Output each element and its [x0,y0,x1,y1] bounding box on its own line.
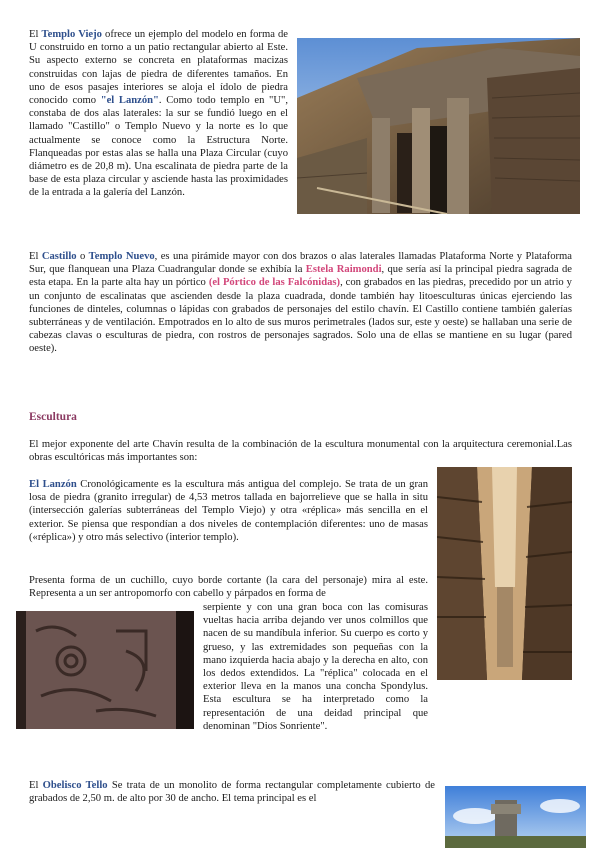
castillo-text-b: , que sería así la principal piedra sagrada de esta etapa. En la parte alta hay un pórtico [29,264,573,289]
castillo-o: o [76,251,89,262]
templo-nuevo-term: Templo Nuevo [88,251,155,262]
castillo-text-a: , es una pirámide mayor con dos brazos o alas laterales llamadas Plataforma Norte y Plataforma Sur, que flanquean una Plaza Cuadrangular donde se exhibía la [29,251,572,276]
obelisco-tello-term: Obelisco Tello [42,780,108,791]
castillo-text-c: , con grabados en las piedras, precedido por un atrio y un conjunto de escalinatas que ascienden desde la plaza cuadrada, donde también hay litoesculturas únicas ejerciendo las funciones de dinteles, columnas o lápidas con grabados de personajes del estilo chavín. El Castillo contiene también galerías subterráneas y de ventilación. Empotrados en lo alto de sus muros perimetrales (lados sur, este y oeste) se hallaban una serie de cabezas clavas o esculturas de piedra, con rostros de personajes sagrados. Solo una de ellas se mantiene en su lugar (pared oeste). [29,277,572,355]
portico-falconidas-term: (el Pórtico de las Falcónidas) [208,277,341,289]
templo-viejo-text-b: . Como todo templo en "U", constaba de dos alas laterales: la sur se fundió luego en el llamado "Castillo" o Templo Nuevo y la norte es lo que actualmente se conoce como la Estructura Norte. Flanqueadas por estas alas se halla una Plaza Circular (cuyo diámetro es de 20,8 m). Una escalinata de piedra parte de la base de esta plaza circular y asciende hasta las proximidades de la entrada a la galería del Lanzón. [29,95,288,199]
paragraph-escultura-intro: El mejor exponente del arte Chavín resulta de la combinación de la escultura monumental con la arquitectura ceremonial.Las obras escultóricas más importantes son: [29,439,572,464]
paragraph-lanzon-forma-a: Presenta forma de un cuchillo, cuyo borde cortante (la cara del personaje) mira al este. Representa a un ser antropomorfo con cabello y párpados en forma de [29,575,428,600]
el-lanzon-term: El Lanzón [29,479,77,490]
paragraph-el-lanzon [29,478,428,544]
obelisco-tello-text: Se trata de un monolito de forma rectangular completamente cubierto de grabados de 2,50 m. de alto por 30 de ancho. El tema principal es el [29,780,435,805]
templo-viejo-term: Templo Viejo [41,29,102,40]
paragraph-obelisco-tello [29,779,435,805]
estela-raimondi-term: Estela Raimondi [305,264,382,276]
lanzon-relief-photo [16,611,194,729]
paragraph-lanzon-forma-b: serpiente y con una gran boca con las comisuras vueltas hacia arriba dejando ver unos colmillos que nacen de su mandíbula inferior. Su cuerpo es corto y grueso, y las extremidades son pequeñas con la mano izquierda hacia abajo y la derecha en alto, con los dedos extendidos. La "réplica" colocada en el exterior lleva en la manos una concha Spondylus. Esta escultura se ha interpretado como la representación de una deidad principal que denominan "Dios Sonriente". [203,602,428,732]
lanzon-term: "el Lanzón" [100,95,159,107]
obelisco-tello-pre: El [29,780,43,791]
paragraph-castillo: El Castillo o Templo Nuevo, es una pirámide mayor con dos brazos o alas laterales llamadas Plataforma Norte y Plataforma Sur, que flanquean una Plaza Cuadrangular donde se exhibía la Estela Raimondi, que sería así la principal piedra sagrada de esta etapa. En la parte alta hay un pórtico (el Pórtico de las Falcónidas), con grabados en las piedras, precedido por un atrio y un conjunto de escalinatas que ascienden desde la plaza cuadrada, donde también hay litoesculturas únicas ejerciendo las funciones de dinteles, columnas o lápidas con grabados de personajes del estilo chavín. El Castillo contiene también galerías subterráneas y de ventilación. Empotrados en lo alto de sus muros perimetrales (lados sur, este y oeste) se hallaban una serie de cabezas clavas o esculturas de piedra, con rostros de personajes sagrados. Solo una de ellas se mantiene en su lugar (pared oeste). [29,251,573,355]
paragraph-templo-viejo: El Templo Viejo ofrece un ejemplo del modelo en forma de U construido en torno a un patio rectangular abierto al Este. Su aspecto externo se concreta en plataformas macizas construidas con lajas de piedra de diferentes tamaños. En uno de esos pasajes interiores se aloja el ídolo de piedra conocido como "el Lanzón". Como todo templo en "U", constaba de dos alas laterales: la sur se fundió luego en el llamado "Castillo" o Templo Nuevo y la norte es lo que actualmente se conoce como la Estructura Norte. Flanqueadas por estas alas se halla una Plaza Circular (cuyo diámetro es de 20,8 m). Una escalinata de piedra parte de la base de esta plaza circular y asciende hasta las proximidades de la entrada a la galería del Lanzón. [29,29,288,199]
section-heading-escultura: Escultura [29,411,77,423]
lanzon-gallery-photo [437,467,572,680]
templo-viejo-text-a: ofrece un ejemplo del modelo en forma de U construido en torno a un patio rectangular abierto al Este. Su aspecto externo se concreta en plataformas macizas construidas con lajas de piedra de diferentes tamaños. En uno de esos pasajes interiores se aloja el ídolo de piedra conocido como [29,29,288,107]
obelisco-tello-photo [445,786,586,848]
castillo-term: Castillo [41,251,77,262]
el-lanzon-text: Cronológicamente es la escultura más antigua del complejo. Se trata de un gran losa de piedra (granito irregular) de 4,53 metros tallada en bajorrelieve que se halla in situ (intersección galerías subterráneas del Templo Viejo) y otra «réplica» más sencilla en el exterior. Se piensa que respondían a dos niveles de contemplación diferentes: uno de masas («réplica») y otro más selectivo (interior templo). [29,479,428,543]
templo-viejo-photo [297,38,580,214]
